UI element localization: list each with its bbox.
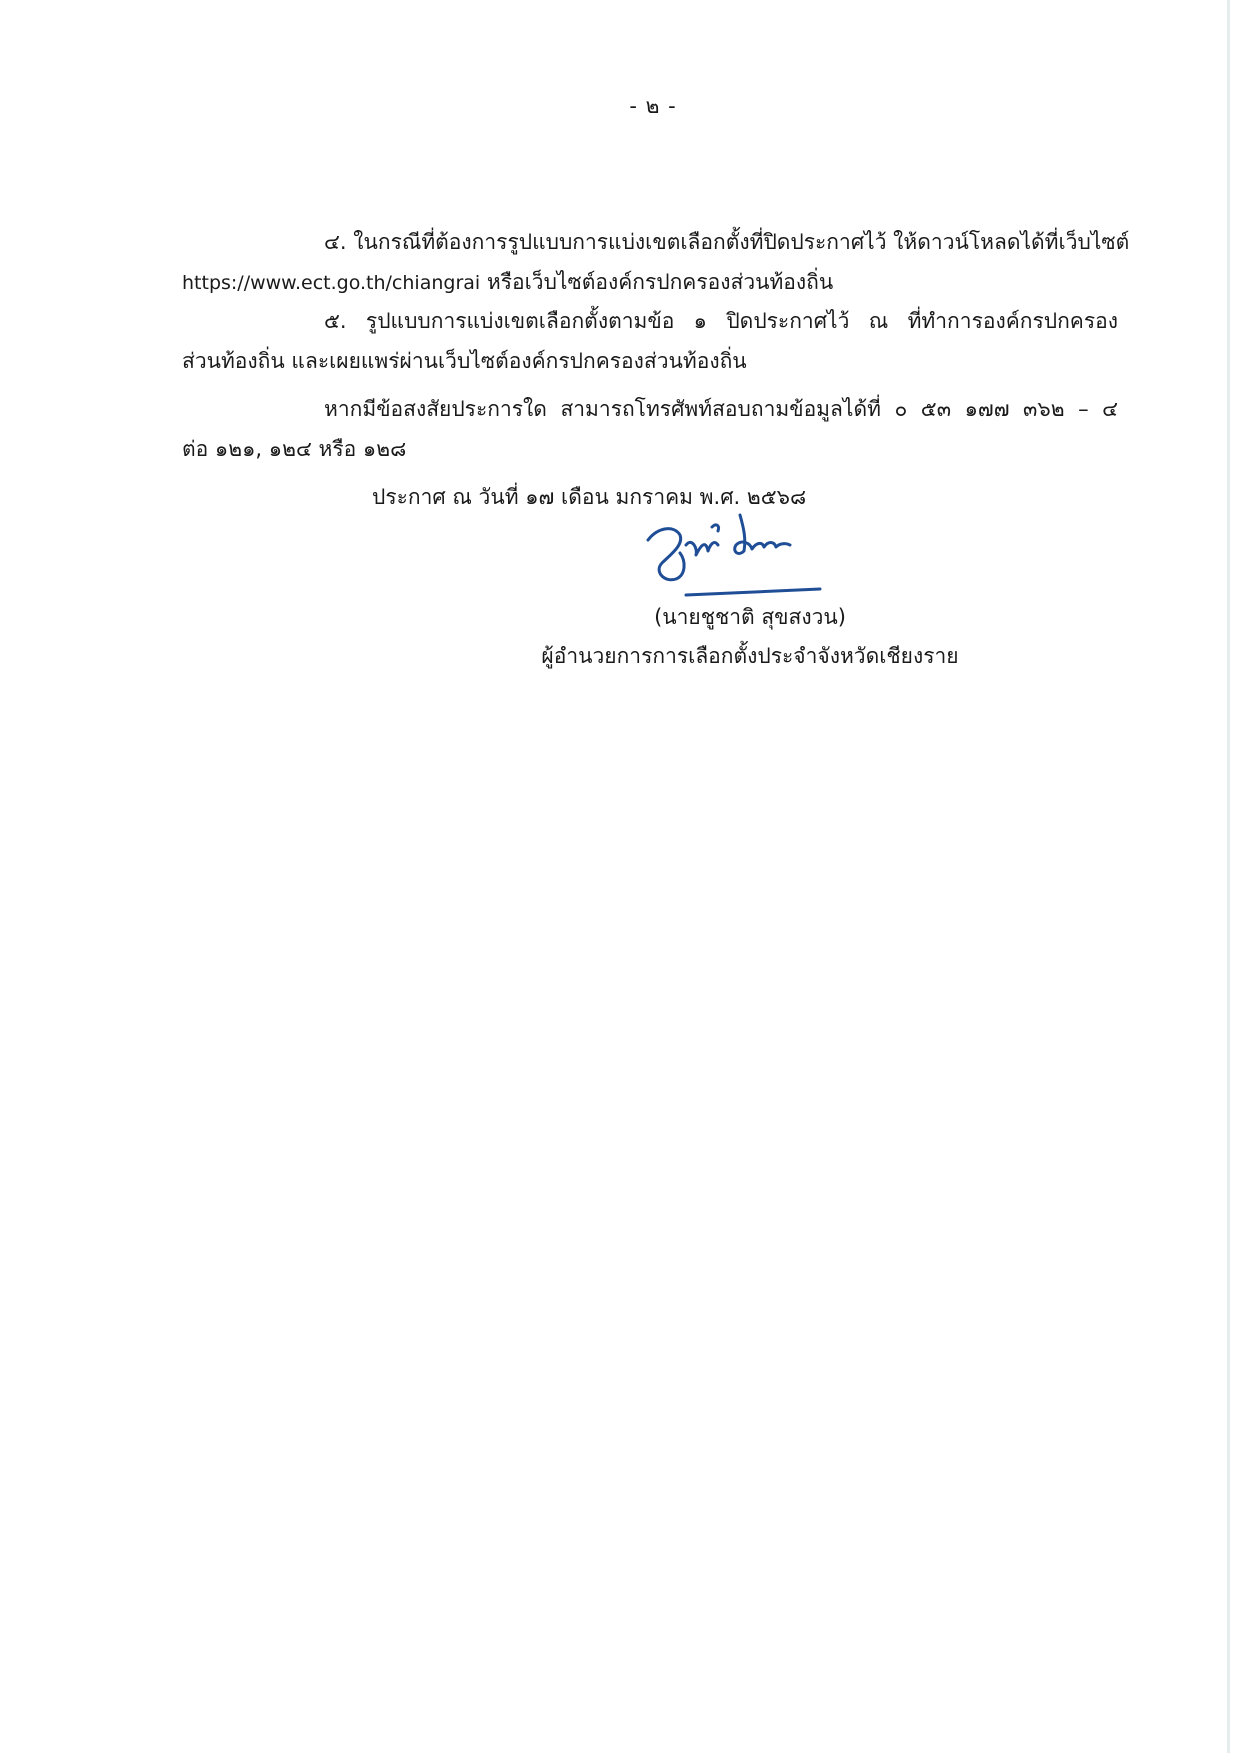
announcement-date: ประกาศ ณ วันที่ ๑๗ เดือน มกราคม พ.ศ. ๒๕๖๘ xyxy=(372,485,807,509)
paragraph-contact xyxy=(182,389,1118,469)
item-4-line-2-text: หรือเว็บไซต์องค์กรปกครองส่วนท้องถิ่น xyxy=(480,270,834,294)
item-4-line-1: ๔. ในกรณีที่ต้องการรูปแบบการแบ่งเขตเลือกตั้งที่ปิดประกาศไว้ ให้ดาวน์โหลดได้ที่เว็บไซต์ xyxy=(324,230,1130,254)
item-5-line-2: ส่วนท้องถิ่น และเผยแพร่ผ่านเว็บไซต์องค์กรปกครองส่วนท้องถิ่น xyxy=(182,349,747,373)
paragraph-item-4 xyxy=(182,222,1130,303)
paragraph-item-5 xyxy=(182,301,1118,381)
item-5-line-1: ๕. รูปแบบการแบ่งเขตเลือกตั้งตามข้อ ๑ ปิดประกาศไว้ ณ ที่ทำการองค์กรปกครอง xyxy=(324,309,1118,333)
contact-line-2: ต่อ ๑๒๑, ๑๒๔ หรือ ๑๒๘ xyxy=(182,437,407,461)
signer-title: ผู้อำนวยการการเลือกตั้งประจำจังหวัดเชียงราย xyxy=(541,644,959,668)
contact-line-1: หากมีข้อสงสัยประการใด สามารถโทรศัพท์สอบถามข้อมูลได้ที่ ๐ ๕๓ ๑๗๗ ๓๖๒ – ๔ xyxy=(324,397,1118,421)
website-url: https://www.ect.go.th/chiangrai xyxy=(182,272,481,294)
signer-name: (นายชูชาติ สุขสงวน) xyxy=(654,605,846,629)
scan-edge xyxy=(1227,0,1230,1753)
item-4-line-2 xyxy=(182,262,1118,303)
page-number: - ๒ - xyxy=(629,94,677,118)
